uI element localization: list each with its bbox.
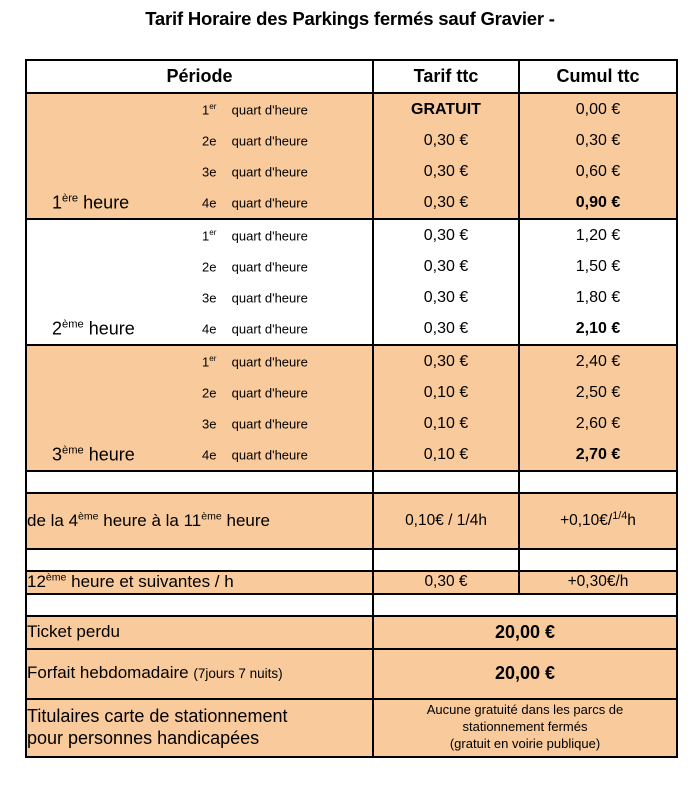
ticket-perdu-value: 20,00 € bbox=[373, 616, 677, 649]
tarif-value: 0,10 € bbox=[373, 408, 519, 439]
tarif-value: 0,10 € bbox=[373, 439, 519, 471]
tarif-value: 0,10 € bbox=[373, 377, 519, 408]
cumul-value: 2,70 € bbox=[519, 439, 677, 471]
table-row bbox=[26, 282, 677, 313]
period-cell bbox=[26, 156, 373, 187]
cumul-value: 1,80 € bbox=[519, 282, 677, 313]
table-row bbox=[26, 219, 677, 251]
period-cell bbox=[26, 439, 373, 471]
tariff-table bbox=[25, 59, 678, 758]
quarter-label: 1er quart d'heure bbox=[202, 227, 308, 243]
twelfth-tarif-value: 0,30 € bbox=[373, 571, 519, 594]
hour-group-label: 3ème heure bbox=[52, 444, 135, 464]
period-cell bbox=[26, 377, 373, 408]
table-row bbox=[26, 251, 677, 282]
tarif-value: 0,30 € bbox=[373, 156, 519, 187]
disabled-card-row bbox=[26, 699, 677, 757]
disabled-card-note: Aucune gratuité dans les parcs de stationnement fermés (gratuit en voirie publique) bbox=[373, 699, 677, 757]
table-row bbox=[26, 345, 677, 377]
cumul-value: 0,30 € bbox=[519, 125, 677, 156]
tarif-value: 0,30 € bbox=[373, 251, 519, 282]
period-cell bbox=[26, 93, 373, 125]
cumul-value: 0,90 € bbox=[519, 187, 677, 219]
cumul-value: 0,00 € bbox=[519, 93, 677, 125]
spacer-cell bbox=[26, 594, 373, 616]
header-cumul: Cumul ttc bbox=[519, 60, 677, 93]
period-cell bbox=[26, 251, 373, 282]
quarter-label: 1er quart d'heure bbox=[202, 353, 308, 369]
range-cumul-value: +0,10€/$^{1/4}$h bbox=[519, 493, 677, 549]
table-row bbox=[26, 187, 677, 219]
cumul-value: 2,50 € bbox=[519, 377, 677, 408]
header-tarif: Tarif ttc bbox=[373, 60, 519, 93]
table-row bbox=[26, 377, 677, 408]
tarif-value: 0,30 € bbox=[373, 345, 519, 377]
quarter-label: 4e quart d'heure bbox=[202, 447, 308, 462]
tarif-value: 0,30 € bbox=[373, 282, 519, 313]
range-tarif-value: 0,10€ / 1/4h bbox=[373, 493, 519, 549]
cumul-value: 2,10 € bbox=[519, 313, 677, 345]
tarif-value: 0,30 € bbox=[373, 187, 519, 219]
tarif-value: 0,30 € bbox=[373, 313, 519, 345]
table-row bbox=[26, 156, 677, 187]
spacer-cell bbox=[373, 471, 519, 493]
quarter-label: 3e quart d'heure bbox=[202, 416, 308, 431]
table-row bbox=[26, 408, 677, 439]
cumul-value: 2,60 € bbox=[519, 408, 677, 439]
period-cell bbox=[26, 408, 373, 439]
period-cell bbox=[26, 125, 373, 156]
table-row bbox=[26, 439, 677, 471]
cumul-value: 1,50 € bbox=[519, 251, 677, 282]
hour-group-label: 1ère heure bbox=[52, 192, 130, 212]
spacer-cell bbox=[373, 594, 677, 616]
spacer-row bbox=[26, 549, 677, 571]
range-label: de la 4ème heure à la 11ème heure bbox=[26, 493, 373, 549]
spacer-cell bbox=[26, 471, 373, 493]
page-title: Tarif Horaire des Parkings fermés sauf Gravier - bbox=[145, 8, 555, 29]
period-cell bbox=[26, 313, 373, 345]
cumul-value: 1,20 € bbox=[519, 219, 677, 251]
spacer-row bbox=[26, 594, 677, 616]
spacer-cell bbox=[519, 471, 677, 493]
quarter-label: 3e quart d'heure bbox=[202, 290, 308, 305]
tarif-value: 0,30 € bbox=[373, 219, 519, 251]
table-row bbox=[26, 125, 677, 156]
quarter-label: 1er quart d'heure bbox=[202, 101, 308, 117]
forfait-label: Forfait hebdomadaire (7jours 7 nuits) bbox=[26, 649, 373, 699]
forfait-value: 20,00 € bbox=[373, 649, 677, 699]
twelfth-cumul-value: +0,30€/h bbox=[519, 571, 677, 594]
table-row bbox=[26, 93, 677, 125]
table-row bbox=[26, 313, 677, 345]
quarter-label: 3e quart d'heure bbox=[202, 164, 308, 179]
quarter-label: 4e quart d'heure bbox=[202, 321, 308, 336]
tarif-value: GRATUIT bbox=[373, 93, 519, 125]
cumul-value: 2,40 € bbox=[519, 345, 677, 377]
period-cell bbox=[26, 187, 373, 219]
header-period: Période bbox=[26, 60, 373, 93]
twelfth-hour-row bbox=[26, 571, 677, 594]
spacer-cell bbox=[519, 549, 677, 571]
period-cell bbox=[26, 345, 373, 377]
quarter-label: 2e quart d'heure bbox=[202, 385, 308, 400]
period-cell bbox=[26, 282, 373, 313]
range-row bbox=[26, 493, 677, 549]
ticket-perdu-label: Ticket perdu bbox=[26, 616, 373, 649]
flat-rate-row bbox=[26, 616, 677, 649]
spacer-cell bbox=[373, 549, 519, 571]
disabled-card-label: Titulaires carte de stationnement pour personnes handicapées bbox=[26, 699, 373, 757]
twelfth-label: 12ème heure et suivantes / h bbox=[26, 571, 373, 594]
spacer-row bbox=[26, 471, 677, 493]
cumul-value: 0,60 € bbox=[519, 156, 677, 187]
table-header-row bbox=[26, 60, 677, 93]
spacer-cell bbox=[26, 549, 373, 571]
quarter-label: 2e quart d'heure bbox=[202, 133, 308, 148]
hour-group-label: 2ème heure bbox=[52, 318, 135, 338]
quarter-label: 4e quart d'heure bbox=[202, 195, 308, 210]
tarif-value: 0,30 € bbox=[373, 125, 519, 156]
period-cell bbox=[26, 219, 373, 251]
quarter-label: 2e quart d'heure bbox=[202, 259, 308, 274]
flat-rate-row bbox=[26, 649, 677, 699]
